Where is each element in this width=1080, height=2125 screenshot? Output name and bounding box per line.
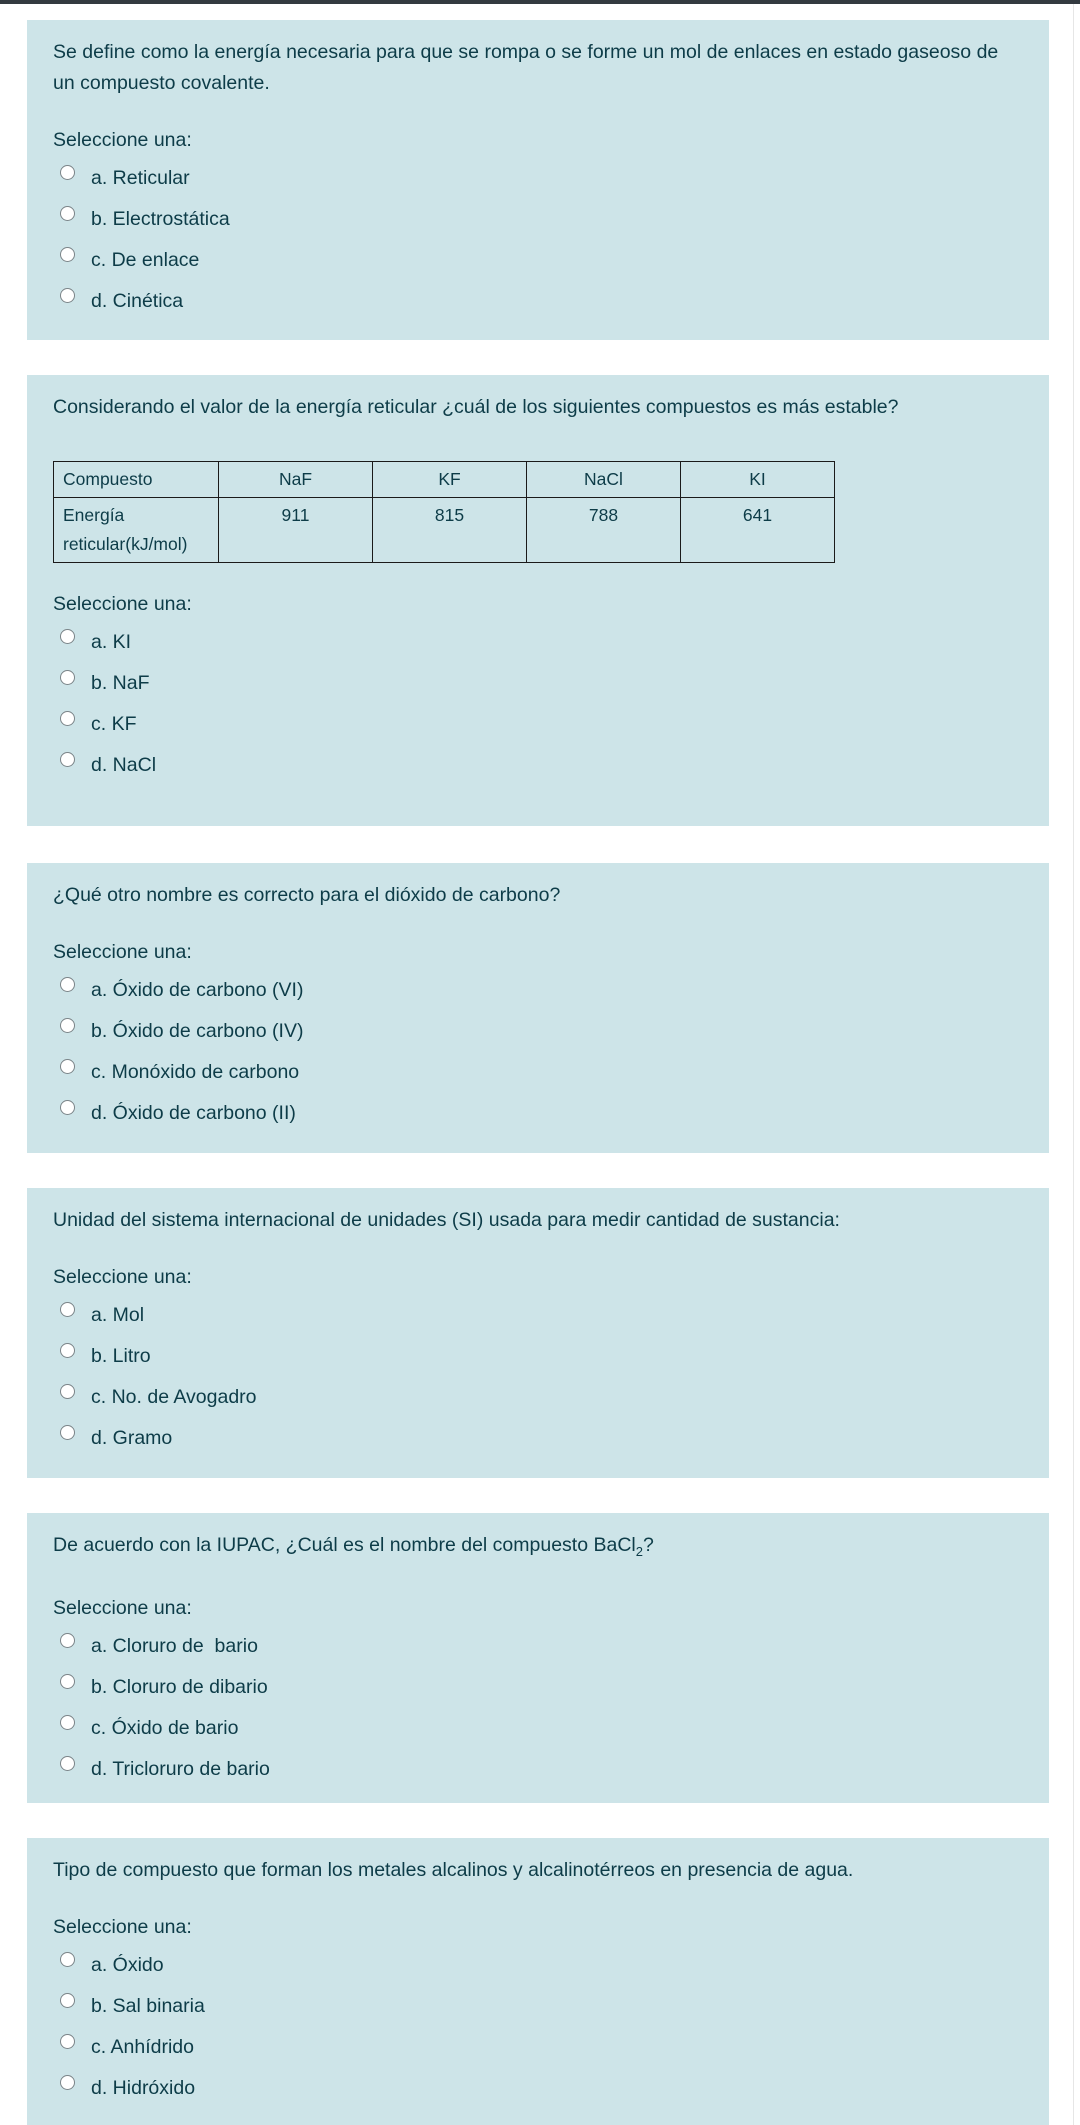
radio-button-icon[interactable] [60,1018,75,1033]
answer-label: c. De enlace [91,249,200,271]
answer-option-a[interactable] [53,1626,1023,1667]
answer-label: a. KI [91,631,132,653]
radio-button-icon[interactable] [60,1343,75,1358]
answer-option-a[interactable] [53,970,1023,1011]
answer-option-b[interactable] [53,199,1023,240]
answer-label: d. Gramo [91,1427,173,1449]
radio-button-icon[interactable] [60,629,75,644]
radio-button-icon[interactable] [60,247,75,262]
answer-option-a[interactable] [53,622,1023,663]
top-bar [0,0,1080,4]
radio-button-icon[interactable] [60,670,75,685]
select-prompt: Seleccione una: [53,1266,192,1288]
answer-list [53,622,1023,786]
answer-option-d[interactable] [53,281,1023,322]
select-prompt: Seleccione una: [53,129,192,151]
radio-button-icon[interactable] [60,1756,75,1771]
table-cell: KI [681,462,835,498]
radio-button-icon[interactable] [60,1993,75,2008]
answer-list [53,970,1023,1134]
answer-label: c. Óxido de bario [91,1716,239,1739]
radio-button-icon[interactable] [60,1674,75,1689]
table-header-row [54,462,835,498]
question-card-4 [27,1188,1049,1478]
radio-button-icon[interactable] [60,206,75,221]
answer-option-a[interactable] [53,158,1023,199]
question-text: Unidad del sistema internacional de unidades (SI) usada para medir cantidad de sustancia: [53,1209,840,1231]
radio-button-icon[interactable] [60,1425,75,1440]
answer-label: b. NaF [91,672,150,694]
radio-button-icon[interactable] [60,165,75,180]
table-cell: 815 [373,498,527,563]
question-text: Se define como la energía necesaria para que se rompa o se forme un mol de enlaces en estado gaseoso de un compuesto covalente. [53,41,999,94]
answer-list [53,1945,1023,2109]
table-cell: KF [373,462,527,498]
question-text: Tipo de compuesto que forman los metales alcalinos y alcalinotérreos en presencia de agua. [53,1859,854,1881]
answer-option-d[interactable] [53,1749,1023,1790]
radio-button-icon[interactable] [60,1384,75,1399]
question-text-main: De acuerdo con la IUPAC, ¿Cuál es el nombre del compuesto BaCl [53,1534,636,1556]
lattice-energy-table [53,461,835,563]
select-prompt: Seleccione una: [53,941,192,963]
table-cell: 788 [527,498,681,563]
answer-label: a. Óxido de carbono (VI) [91,979,304,1001]
answer-option-b[interactable] [53,1986,1023,2027]
radio-button-icon[interactable] [60,711,75,726]
question-card-2 [27,375,1049,826]
answer-label: a. Óxido [91,1954,164,1976]
answer-label: a. Cloruro de bario [91,1634,258,1657]
question-text-end: ? [643,1534,654,1556]
answer-option-c[interactable] [53,1052,1023,1093]
question-card-6 [27,1838,1049,2125]
question-text: Considerando el valor de la energía reticular ¿cuál de los siguientes compuestos es más estable? [53,396,899,418]
question-card-3 [27,863,1049,1153]
answer-label: d. Tricloruro de bario [91,1757,270,1780]
radio-button-icon[interactable] [60,288,75,303]
radio-button-icon[interactable] [60,2075,75,2090]
answer-label: b. Cloruro de dibario [91,1675,268,1698]
radio-button-icon[interactable] [60,977,75,992]
answer-label: c. Monóxido de carbono [91,1061,300,1083]
radio-button-icon[interactable] [60,1633,75,1648]
select-prompt: Seleccione una: [53,593,192,615]
answer-label: c. Anhídrido [91,2036,194,2058]
answer-label: c. No. de Avogadro [91,1386,257,1408]
answer-label: b. Sal binaria [91,1995,205,2017]
table-cell: NaF [219,462,373,498]
table-cell: Energía reticular(kJ/mol) [54,498,219,563]
answer-option-c[interactable] [53,240,1023,281]
radio-button-icon[interactable] [60,752,75,767]
select-prompt: Seleccione una: [53,1596,192,1619]
table-cell: 641 [681,498,835,563]
answer-label: d. Óxido de carbono (II) [91,1102,296,1124]
radio-button-icon[interactable] [60,2034,75,2049]
answer-option-b[interactable] [53,1667,1023,1708]
answer-option-b[interactable] [53,1336,1023,1377]
answer-option-c[interactable] [53,2027,1023,2068]
table-cell: NaCl [527,462,681,498]
answer-option-c[interactable] [53,1377,1023,1418]
radio-button-icon[interactable] [60,1059,75,1074]
answer-list [53,158,1023,322]
answer-label: a. Mol [91,1304,145,1326]
radio-button-icon[interactable] [60,1715,75,1730]
table-cell: Compuesto [54,462,219,498]
answer-label: d. NaCl [91,754,157,776]
answer-label: b. Litro [91,1345,151,1367]
answer-list [53,1295,1023,1459]
answer-option-d[interactable] [53,2068,1023,2109]
radio-button-icon[interactable] [60,1100,75,1115]
answer-option-d[interactable] [53,1093,1023,1134]
answer-option-c[interactable] [53,704,1023,745]
answer-option-c[interactable] [53,1708,1023,1749]
answer-option-d[interactable] [53,745,1023,786]
radio-button-icon[interactable] [60,1302,75,1317]
question-card-5 [27,1513,1049,1803]
question-card-1 [27,20,1049,340]
answer-list [53,1626,1023,1790]
question-text: ¿Qué otro nombre es correcto para el dióxido de carbono? [53,884,561,906]
answer-label: b. Óxido de carbono (IV) [91,1020,304,1042]
answer-label: c. KF [91,713,137,735]
question-text [53,1530,1023,1567]
table-row [54,498,835,563]
scroll-edge [1073,4,1074,2125]
answer-label: a. Reticular [91,167,190,189]
subscript: 2 [635,1543,643,1559]
answer-label: b. Electrostática [91,208,230,230]
select-prompt: Seleccione una: [53,1916,192,1938]
answer-option-d[interactable] [53,1418,1023,1459]
answer-label: d. Cinética [91,290,184,312]
table-cell: 911 [219,498,373,563]
answer-label: d. Hidróxido [91,2077,196,2099]
answer-option-b[interactable] [53,663,1023,704]
answer-option-a[interactable] [53,1945,1023,1986]
answer-option-a[interactable] [53,1295,1023,1336]
radio-button-icon[interactable] [60,1952,75,1967]
answer-option-b[interactable] [53,1011,1023,1052]
